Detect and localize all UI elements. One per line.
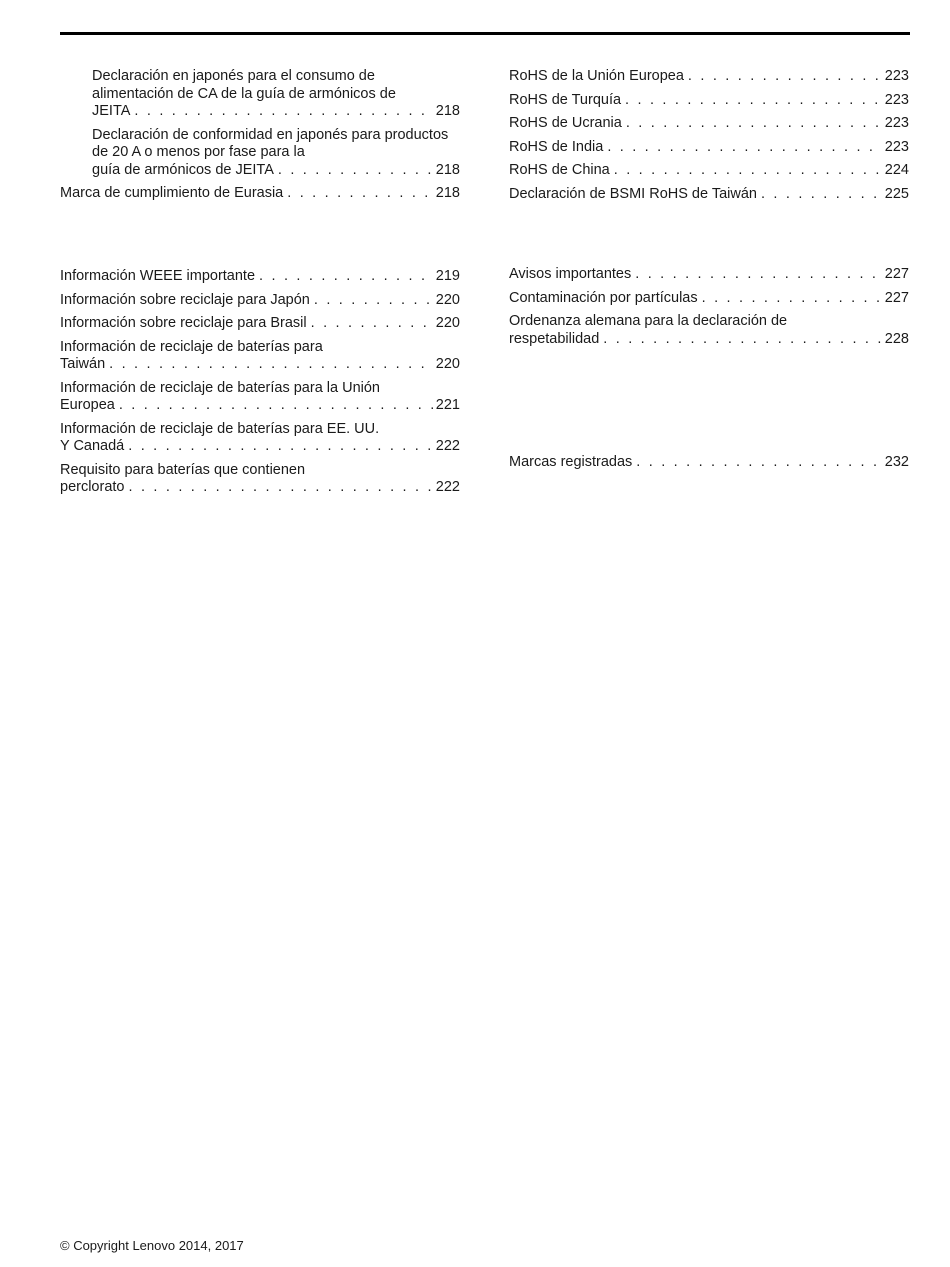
toc-page-number: 227	[884, 266, 909, 282]
toc-entry[interactable]	[60, 339, 460, 374]
toc-entry[interactable]	[509, 454, 909, 472]
toc-page-number: 223	[884, 115, 909, 131]
toc-entry-text: Información de reciclaje de baterías para EE. UU.	[60, 420, 380, 437]
toc-entry-text: Europea	[60, 397, 115, 413]
toc-page-number: 228	[884, 330, 909, 347]
dot-leader	[259, 268, 433, 286]
toc-page-number: 223	[884, 68, 909, 84]
toc-page-number: 220	[435, 291, 460, 308]
toc-page-number: 221	[435, 397, 460, 413]
toc-entry-text: Y Canadá	[60, 438, 125, 454]
toc-page-number: 222	[435, 479, 460, 495]
toc-entry-text: guía de armónicos de JEITA	[92, 161, 274, 178]
toc-entry-text: perclorato	[60, 479, 125, 495]
dot-leader	[134, 103, 432, 121]
toc-entry[interactable]	[509, 68, 909, 86]
toc-section-2-right	[509, 266, 909, 354]
toc-entry-text: Avisos importantes	[509, 266, 632, 282]
toc-entry-text: Información de reciclaje de baterías para la Unión	[60, 379, 380, 396]
dot-leader	[635, 266, 882, 284]
toc-entry-text: Información de reciclaje de baterías para	[60, 338, 323, 355]
dot-leader	[607, 139, 881, 157]
toc-page-number: 223	[884, 91, 909, 108]
toc-page-number: 223	[884, 138, 909, 155]
toc-entry-text: Marcas registradas	[509, 454, 633, 470]
toc-entry-text: Requisito para baterías que contienen	[60, 461, 306, 478]
header-rule	[60, 32, 910, 35]
toc-section-1-right	[509, 68, 909, 209]
toc-entry[interactable]	[60, 380, 460, 415]
toc-section-3-right	[509, 454, 909, 478]
toc-entry[interactable]	[60, 315, 460, 333]
toc-entry-text: RoHS de la Unión Europea	[509, 68, 684, 84]
toc-entry[interactable]	[509, 139, 909, 157]
toc-entry-text: Declaración en japonés para el consumo de alimentación de CA de la guía de armónicos de	[92, 68, 396, 102]
toc-page-number: 232	[884, 454, 909, 470]
toc-entry-text: RoHS de China	[509, 162, 610, 178]
toc-entry-text: Taiwán	[60, 356, 106, 372]
dot-leader	[128, 438, 433, 456]
toc-entry[interactable]	[509, 186, 909, 204]
dot-leader	[636, 454, 882, 472]
toc-entry[interactable]	[60, 185, 460, 203]
toc-entry[interactable]	[509, 92, 909, 110]
toc-entry-text: Información WEEE importante	[60, 268, 256, 284]
toc-entry-text: Información sobre reciclaje para Japón	[60, 291, 310, 308]
toc-entry[interactable]	[60, 127, 460, 180]
toc-entry[interactable]	[509, 313, 909, 348]
toc-entry[interactable]	[60, 462, 460, 497]
toc-entry-text: RoHS de Turquía	[509, 91, 622, 108]
toc-entry-text: Contaminación por partículas	[509, 289, 698, 306]
dot-leader	[287, 185, 433, 203]
toc-page-number: 220	[435, 356, 460, 372]
toc-entry-text: Ordenanza alemana para la declaración de	[509, 313, 788, 329]
dot-leader	[119, 397, 433, 415]
toc-entry-text: Declaración de BSMI RoHS de Taiwán	[509, 185, 757, 202]
toc-entry-text: RoHS de Ucrania	[509, 115, 622, 131]
toc-entry[interactable]	[509, 162, 909, 180]
toc-entry-text: JEITA	[92, 103, 131, 119]
toc-section-1-left	[60, 68, 460, 209]
toc-page-number: 225	[884, 185, 909, 202]
copyright-footer: © Copyright Lenovo 2014, 2017	[60, 1238, 244, 1253]
toc-page-number: 222	[435, 438, 460, 454]
dot-leader	[311, 315, 433, 333]
toc-page-number: 220	[435, 315, 460, 331]
dot-leader	[603, 331, 882, 349]
toc-entry[interactable]	[60, 68, 460, 121]
toc-entry[interactable]	[60, 268, 460, 286]
dot-leader	[614, 162, 882, 180]
toc-entry-text: Marca de cumplimiento de Eurasia	[60, 185, 284, 201]
dot-leader	[688, 68, 882, 86]
toc-page-number: 224	[884, 162, 909, 178]
toc-entry[interactable]	[509, 266, 909, 284]
dot-leader	[626, 115, 882, 133]
dot-leader	[109, 356, 433, 374]
dot-leader	[314, 292, 433, 310]
dot-leader	[702, 290, 882, 308]
dot-leader	[761, 186, 882, 204]
toc-entry[interactable]	[509, 290, 909, 308]
toc-page-number: 227	[884, 289, 909, 306]
toc-entry-text: RoHS de India	[509, 138, 604, 155]
toc-entry-text: Información sobre reciclaje para Brasil	[60, 315, 307, 331]
toc-entry[interactable]	[509, 115, 909, 133]
dot-leader	[625, 92, 882, 110]
dot-leader	[128, 479, 432, 497]
toc-page-number: 219	[435, 268, 460, 284]
toc-page-number: 218	[435, 185, 460, 201]
toc-page-number: 218	[435, 161, 460, 178]
toc-page-number: 218	[435, 103, 460, 119]
toc-entry[interactable]	[60, 421, 460, 456]
toc-entry-text: respetabilidad	[509, 330, 600, 347]
toc-section-2-left	[60, 268, 460, 503]
dot-leader	[278, 162, 433, 180]
toc-entry[interactable]	[60, 292, 460, 310]
toc-entry-text: Declaración de conformidad en japonés para productos de 20 A o menos por fase para la	[92, 126, 449, 160]
